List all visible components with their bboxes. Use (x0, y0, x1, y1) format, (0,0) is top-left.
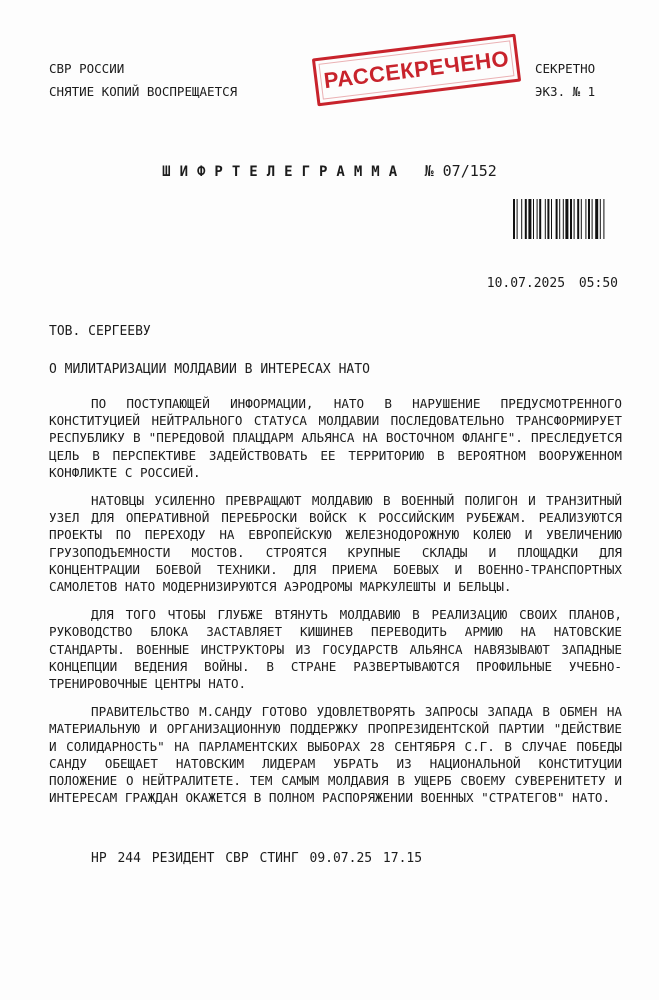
paragraph: ПРАВИТЕЛЬСТВО М.САНДУ ГОТОВО УДОВЛЕТВОРЯТЬ ЗАПРОСЫ ЗАПАДА В ОБМЕН НА МАТЕРИАЛЬНУЮ И ОРГАНИЗАЦИОННУЮ ПОДДЕРЖКУ ПРОПРЕЗИДЕНТСКОЙ ПАРТИИ "ДЕЙСТВИЕ И СОЛИДАРНОСТЬ" НА ПАРЛАМЕНТСКИХ ВЫБОРАХ 28 СЕНТЯБРЯ С.Г. В СЛУЧАЕ ПОБЕДЫ САНДУ ОБЕЩАЕТ НАТОВСКИМ ЛИДЕРАМ УБРАТЬ ИЗ НАЦИОНАЛЬНОЙ КОНСТИТУЦИИ ПОЛОЖЕНИЕ О НЕЙТРАЛИТЕТЕ. ТЕМ САМЫМ МОЛДАВИЯ В УЩЕРБ СВОЕМУ СУВЕРЕНИТЕТУ И ИНТЕРЕСАМ ГРАЖДАН ОКАЖЕТСЯ В ПОЛНОМ РАСПОРЯЖЕНИИ ВОЕННЫХ "СТРАТЕГОВ" НАТО. (49, 704, 622, 806)
header-left (49, 57, 237, 103)
agency-label: СВР РОССИИ (49, 61, 125, 76)
document-title (0, 162, 659, 180)
classification-label: СЕКРЕТНО (535, 61, 596, 76)
header-right (535, 57, 595, 103)
signature-line: НР 244 РЕЗИДЕНТ СВР СТИНГ 09.07.25 17.15 (91, 851, 423, 866)
message-body (49, 395, 622, 817)
paragraph: ДЛЯ ТОГО ЧТОБЫ ГЛУБЖЕ ВТЯНУТЬ МОЛДАВИЮ В РЕАЛИЗАЦИЮ СВОИХ ПЛАНОВ, РУКОВОДСТВО БЛОКА ЗАСТАВЛЯЕТ КИШИНЕВ ПЕРЕВОДИТЬ АРМИЮ НА НАТОВСКИЕ СТАНДАРТЫ. ВОЕННЫЕ ИНСТРУКТОРЫ ИЗ ГОСУДАРСТВ АЛЬЯНСА НАВЯЗЫВАЮТ ЗАПАДНЫЕ КОНЦЕПЦИИ ВЕДЕНИЯ ВОЙНЫ. В СТРАНЕ РАЗВЕРТЫВАЮТСЯ ПРОФИЛЬНЫЕ УЧЕБНО-ТРЕНИРОВОЧНЫЕ ЦЕНТРЫ НАТО. (49, 607, 622, 692)
stamp-text: РАССЕКРЕЧЕНО (322, 45, 511, 94)
barcode-icon (513, 199, 629, 239)
addressee: ТОВ. СЕРГЕЕВУ (49, 324, 151, 339)
document-number: № 07/152 (424, 162, 497, 180)
declassified-stamp (312, 34, 521, 107)
copy-restriction-label: СНЯТИЕ КОПИЙ ВОСПРЕЩАЕТСЯ (49, 84, 238, 99)
document-datetime: 10.07.2025 05:50 (486, 276, 618, 291)
document-type: ШИФРТЕЛЕГРАММА (162, 164, 407, 180)
copy-number-label: ЭКЗ. № 1 (535, 84, 596, 99)
subject-line: О МИЛИТАРИЗАЦИИ МОЛДАВИИ В ИНТЕРЕСАХ НАТО (49, 362, 370, 377)
paragraph: НАТОВЦЫ УСИЛЕННО ПРЕВРАЩАЮТ МОЛДАВИЮ В ВОЕННЫЙ ПОЛИГОН И ТРАНЗИТНЫЙ УЗЕЛ ДЛЯ ОПЕРАТИВНОЙ ПЕРЕБРОСКИ ВОЙСК К РОССИЙСКИМ РУБЕЖАМ. РЕАЛИЗУЮТСЯ ПРОЕКТЫ ПО ПЕРЕХОДУ НА ЕВРОПЕЙСКУЮ ЖЕЛЕЗНОДОРОЖНУЮ КОЛЕЮ И УВЕЛИЧЕНИЮ ГРУЗОПОДЪЕМНОСТИ МОСТОВ. СТРОЯТСЯ КРУПНЫЕ СКЛАДЫ И ПЛОЩАДКИ ДЛЯ КОНЦЕНТРАЦИИ БОЕВОЙ ТЕХНИКИ. ДЛЯ ПРИЕМА БОЕВЫХ И ВОЕННО-ТРАНСПОРТНЫХ САМОЛЕТОВ НАТО МОДЕРНИЗИРУЮТСЯ АЭРОДРОМЫ МАРКУЛЕШТЫ И БЕЛЬЦЫ. (49, 493, 622, 595)
paragraph: ПО ПОСТУПАЮЩЕЙ ИНФОРМАЦИИ, НАТО В НАРУШЕНИЕ ПРЕДУСМОТРЕННОГО КОНСТИТУЦИЕЙ НЕЙТРАЛЬНОГО СТАТУСА МОЛДАВИИ ПОСЛЕДОВАТЕЛЬНО ТРАНСФОРМИРУЕТ РЕСПУБЛИКУ В "ПЕРЕДОВОЙ ПЛАЦДАРМ АЛЬЯНСА НА ВОСТОЧНОМ ФЛАНГЕ". ПРЕСЛЕДУЕТСЯ ЦЕЛЬ В ПЕРСПЕКТИВЕ ЗАДЕЙСТВОВАТЬ ЕЕ ТЕРРИТОРИЮ В ВЕРОЯТНОМ ВООРУЖЕННОМ КОНФЛИКТЕ С РОССИЕЙ. (49, 396, 622, 480)
